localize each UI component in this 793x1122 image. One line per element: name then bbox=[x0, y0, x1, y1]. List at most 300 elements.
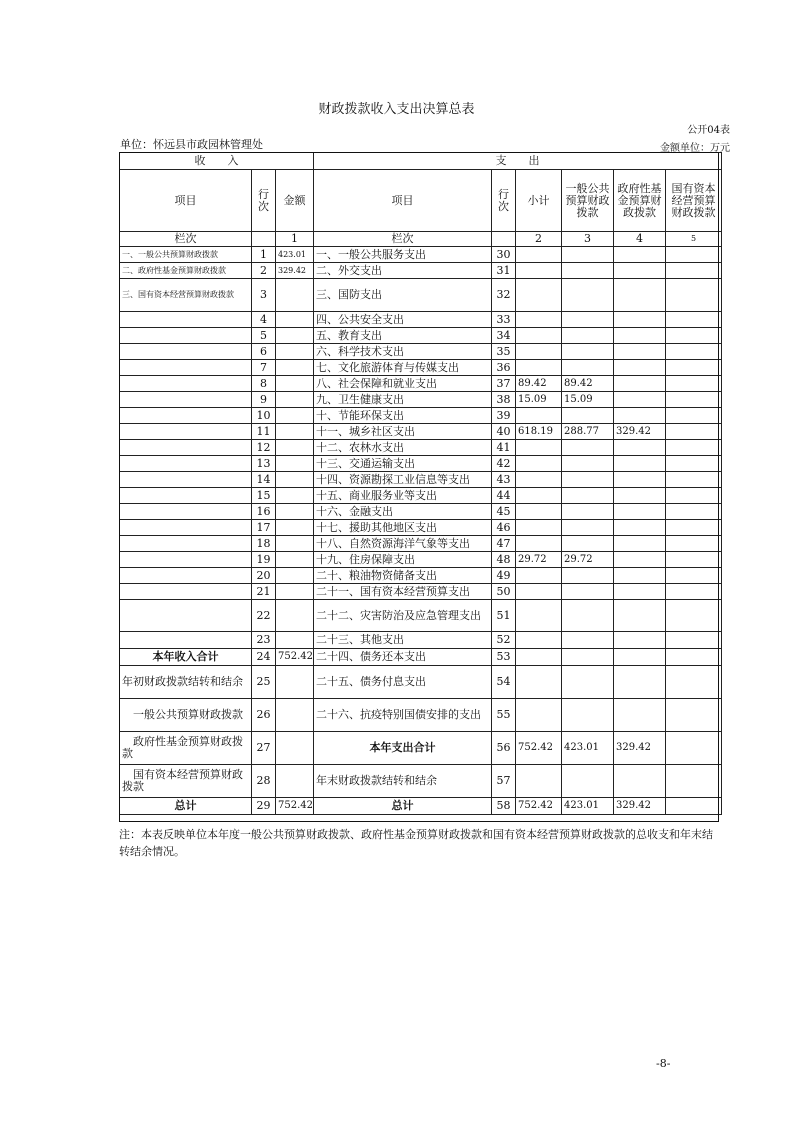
col-label-income: 栏次 bbox=[120, 232, 252, 247]
table-number: 公开04表 bbox=[687, 125, 730, 136]
general-budget-cell: 423.01 bbox=[562, 798, 614, 815]
expense-row-no-cell: 41 bbox=[492, 440, 516, 456]
expense-row-no-cell: 58 bbox=[492, 798, 516, 815]
subtotal-cell bbox=[516, 568, 562, 584]
table-row bbox=[120, 279, 722, 312]
income-row-no-cell: 9 bbox=[252, 392, 276, 408]
income-row-no-cell: 28 bbox=[252, 765, 276, 798]
general-budget-cell bbox=[562, 408, 614, 424]
col-label-expense: 栏次 bbox=[314, 232, 492, 247]
expense-row-no-cell: 39 bbox=[492, 408, 516, 424]
income-item-cell bbox=[120, 632, 252, 649]
income-item-cell bbox=[120, 344, 252, 360]
table-row bbox=[120, 649, 722, 666]
expense-row-no-cell: 45 bbox=[492, 504, 516, 520]
income-row-no-cell: 5 bbox=[252, 328, 276, 344]
state-capital-cell bbox=[666, 360, 722, 376]
general-budget-cell bbox=[562, 279, 614, 312]
income-row-no-cell: 4 bbox=[252, 312, 276, 328]
table-row bbox=[120, 312, 722, 328]
expense-row-no-cell: 49 bbox=[492, 568, 516, 584]
table-row bbox=[120, 440, 722, 456]
income-row-no-cell: 1 bbox=[252, 247, 276, 263]
col-4: 4 bbox=[614, 232, 666, 247]
state-capital-cell bbox=[666, 632, 722, 649]
expense-item-cell: 五、教育支出 bbox=[314, 328, 492, 344]
income-amount-cell bbox=[276, 666, 314, 699]
table-row bbox=[120, 263, 722, 279]
income-amount-cell bbox=[276, 568, 314, 584]
expense-item-cell: 十五、商业服务业等支出 bbox=[314, 488, 492, 504]
subtotal-cell: 89.42 bbox=[516, 376, 562, 392]
income-amount-cell bbox=[276, 424, 314, 440]
state-capital-cell bbox=[666, 536, 722, 552]
expense-item-cell: 十九、住房保障支出 bbox=[314, 552, 492, 568]
income-row-no-cell: 2 bbox=[252, 263, 276, 279]
income-row-no-cell: 8 bbox=[252, 376, 276, 392]
income-item-cell bbox=[120, 424, 252, 440]
income-item-cell bbox=[120, 568, 252, 584]
table-row bbox=[120, 584, 722, 600]
table-row bbox=[120, 699, 722, 732]
table-row bbox=[120, 376, 722, 392]
income-row-no-cell: 13 bbox=[252, 456, 276, 472]
table-row bbox=[120, 456, 722, 472]
subtotal-cell bbox=[516, 600, 562, 632]
income-amount-cell bbox=[276, 600, 314, 632]
expense-item-cell: 二十二、灾害防治及应急管理支出 bbox=[314, 600, 492, 632]
income-amount-cell bbox=[276, 488, 314, 504]
income-amount-cell bbox=[276, 632, 314, 649]
fund-budget-cell bbox=[614, 632, 666, 649]
income-row-no-cell: 12 bbox=[252, 440, 276, 456]
state-capital-cell bbox=[666, 279, 722, 312]
subtotal-cell bbox=[516, 632, 562, 649]
general-budget-header: 一般公共预算财政拨款 bbox=[562, 170, 614, 232]
state-capital-cell bbox=[666, 263, 722, 279]
income-item-cell: 总计 bbox=[120, 798, 252, 815]
income-item-cell bbox=[120, 504, 252, 520]
general-budget-cell bbox=[562, 536, 614, 552]
state-capital-cell bbox=[666, 520, 722, 536]
state-capital-cell bbox=[666, 328, 722, 344]
subtotal-cell bbox=[516, 360, 562, 376]
subtotal-cell bbox=[516, 536, 562, 552]
income-item-cell bbox=[120, 440, 252, 456]
income-row-no-header: 行次 bbox=[252, 170, 276, 232]
state-capital-cell bbox=[666, 456, 722, 472]
state-capital-cell bbox=[666, 600, 722, 632]
income-item-cell bbox=[120, 536, 252, 552]
income-row-no-cell: 22 bbox=[252, 600, 276, 632]
income-amount-cell bbox=[276, 440, 314, 456]
state-capital-cell bbox=[666, 247, 722, 263]
table-row bbox=[120, 328, 722, 344]
income-item-cell: 政府性基金预算财政拨款 bbox=[120, 732, 252, 765]
state-capital-cell bbox=[666, 584, 722, 600]
expense-row-no-cell: 40 bbox=[492, 424, 516, 440]
fund-budget-cell bbox=[614, 279, 666, 312]
page-title: 财政拨款收入支出决算总表 bbox=[318, 102, 475, 117]
state-capital-cell bbox=[666, 765, 722, 798]
fund-budget-cell bbox=[614, 649, 666, 666]
fund-budget-cell bbox=[614, 765, 666, 798]
expense-row-no-cell: 36 bbox=[492, 360, 516, 376]
income-item-cell bbox=[120, 376, 252, 392]
table-row bbox=[120, 632, 722, 649]
general-budget-cell bbox=[562, 504, 614, 520]
expense-row-no-cell: 32 bbox=[492, 279, 516, 312]
expense-item-cell: 二十三、其他支出 bbox=[314, 632, 492, 649]
expense-row-no-cell: 46 bbox=[492, 520, 516, 536]
income-amount-cell bbox=[276, 765, 314, 798]
fund-budget-cell bbox=[614, 263, 666, 279]
general-budget-cell bbox=[562, 440, 614, 456]
subtotal-cell bbox=[516, 344, 562, 360]
subtotal-cell: 752.42 bbox=[516, 732, 562, 765]
income-item-cell: 年初财政拨款结转和结余 bbox=[120, 666, 252, 699]
expense-row-no-cell: 53 bbox=[492, 649, 516, 666]
expense-item-cell: 本年支出合计 bbox=[314, 732, 492, 765]
expense-row-no-cell: 54 bbox=[492, 666, 516, 699]
income-item-cell bbox=[120, 328, 252, 344]
fund-budget-cell bbox=[614, 247, 666, 263]
expense-item-cell: 三、国防支出 bbox=[314, 279, 492, 312]
income-row-no-cell: 6 bbox=[252, 344, 276, 360]
subtotal-cell bbox=[516, 440, 562, 456]
general-budget-cell bbox=[562, 765, 614, 798]
subtotal-cell: 618.19 bbox=[516, 424, 562, 440]
fund-budget-cell bbox=[614, 536, 666, 552]
income-amount-cell bbox=[276, 699, 314, 732]
footnote: 注：本表反映单位本年度一般公共预算财政拨款、政府性基金预算财政拨款和国有资本经营预算财政拨款的总收支和年末结转结余情况。 bbox=[119, 828, 713, 858]
income-item-cell bbox=[120, 392, 252, 408]
expense-item-cell: 十二、农林水支出 bbox=[314, 440, 492, 456]
income-row-no-cell: 21 bbox=[252, 584, 276, 600]
expense-item-cell: 八、社会保障和就业支出 bbox=[314, 376, 492, 392]
general-budget-cell bbox=[562, 666, 614, 699]
expense-header: 支 出 bbox=[314, 153, 722, 170]
fund-budget-cell bbox=[614, 456, 666, 472]
subtotal-cell bbox=[516, 649, 562, 666]
state-capital-cell bbox=[666, 568, 722, 584]
fund-budget-cell bbox=[614, 504, 666, 520]
expense-item-cell: 总计 bbox=[314, 798, 492, 815]
income-item-cell bbox=[120, 408, 252, 424]
income-row-no-cell: 16 bbox=[252, 504, 276, 520]
table-row bbox=[120, 568, 722, 584]
general-budget-cell bbox=[562, 649, 614, 666]
state-capital-cell bbox=[666, 424, 722, 440]
state-capital-cell bbox=[666, 504, 722, 520]
expense-item-cell: 二、外交支出 bbox=[314, 263, 492, 279]
table-row bbox=[120, 536, 722, 552]
subtotal-cell: 752.42 bbox=[516, 798, 562, 815]
expense-item-cell: 二十、粮油物资储备支出 bbox=[314, 568, 492, 584]
general-budget-cell bbox=[562, 568, 614, 584]
subtotal-cell bbox=[516, 504, 562, 520]
expense-row-no-cell: 47 bbox=[492, 536, 516, 552]
subtotal-cell bbox=[516, 456, 562, 472]
expense-row-no-cell: 33 bbox=[492, 312, 516, 328]
budget-summary-table bbox=[119, 152, 722, 815]
subtotal-cell bbox=[516, 584, 562, 600]
fund-budget-cell bbox=[614, 408, 666, 424]
subtotal-cell bbox=[516, 699, 562, 732]
income-row-no-cell: 24 bbox=[252, 649, 276, 666]
income-amount-cell bbox=[276, 584, 314, 600]
income-item-cell bbox=[120, 472, 252, 488]
fund-budget-cell: 329.42 bbox=[614, 798, 666, 815]
income-amount-cell bbox=[276, 328, 314, 344]
income-header: 收 入 bbox=[120, 153, 314, 170]
expense-item-cell: 九、卫生健康支出 bbox=[314, 392, 492, 408]
income-amount-cell bbox=[276, 552, 314, 568]
expense-item-cell: 十七、援助其他地区支出 bbox=[314, 520, 492, 536]
income-row-no-cell: 11 bbox=[252, 424, 276, 440]
state-capital-cell bbox=[666, 732, 722, 765]
general-budget-cell bbox=[562, 472, 614, 488]
expense-item-cell: 二十五、债务付息支出 bbox=[314, 666, 492, 699]
expense-item-cell: 十四、资源勘探工业信息等支出 bbox=[314, 472, 492, 488]
expense-row-no-cell: 30 bbox=[492, 247, 516, 263]
state-capital-cell bbox=[666, 408, 722, 424]
subtotal-cell bbox=[516, 247, 562, 263]
fund-budget-cell bbox=[614, 584, 666, 600]
state-capital-cell bbox=[666, 649, 722, 666]
income-item-cell: 国有资本经营预算财政拨款 bbox=[120, 765, 252, 798]
expense-row-no-cell: 38 bbox=[492, 392, 516, 408]
income-row-no-cell: 17 bbox=[252, 520, 276, 536]
fund-budget-cell bbox=[614, 312, 666, 328]
expense-row-no-cell: 51 bbox=[492, 600, 516, 632]
state-capital-cell bbox=[666, 798, 722, 815]
income-amount-cell: 329.42 bbox=[276, 263, 314, 279]
income-item-header: 项目 bbox=[120, 170, 252, 232]
income-amount-header: 金额 bbox=[276, 170, 314, 232]
expense-row-no-cell: 35 bbox=[492, 344, 516, 360]
income-amount-cell bbox=[276, 732, 314, 765]
expense-item-cell: 十三、交通运输支出 bbox=[314, 456, 492, 472]
income-item-cell bbox=[120, 520, 252, 536]
general-budget-cell bbox=[562, 632, 614, 649]
income-row-no-cell: 10 bbox=[252, 408, 276, 424]
table-row bbox=[120, 600, 722, 632]
subtotal-cell bbox=[516, 408, 562, 424]
subtotal-cell bbox=[516, 312, 562, 328]
expense-row-no-cell: 57 bbox=[492, 765, 516, 798]
table-row bbox=[120, 472, 722, 488]
income-row-no-cell: 27 bbox=[252, 732, 276, 765]
table-row bbox=[120, 360, 722, 376]
expense-row-no-cell: 52 bbox=[492, 632, 516, 649]
income-item-cell: 本年收入合计 bbox=[120, 649, 252, 666]
income-row-no-cell: 7 bbox=[252, 360, 276, 376]
state-capital-cell bbox=[666, 392, 722, 408]
income-amount-cell bbox=[276, 312, 314, 328]
income-amount-cell: 752.42 bbox=[276, 798, 314, 815]
general-budget-cell: 423.01 bbox=[562, 732, 614, 765]
income-item-cell bbox=[120, 600, 252, 632]
income-amount-cell bbox=[276, 344, 314, 360]
subtotal-cell bbox=[516, 765, 562, 798]
subtotal-cell: 15.09 bbox=[516, 392, 562, 408]
fund-budget-cell bbox=[614, 328, 666, 344]
state-capital-cell bbox=[666, 472, 722, 488]
col-5: 5 bbox=[666, 232, 722, 247]
subtotal-header: 小计 bbox=[516, 170, 562, 232]
page-number: -8- bbox=[656, 1057, 671, 1070]
state-capital-cell bbox=[666, 488, 722, 504]
fund-budget-cell bbox=[614, 552, 666, 568]
expense-row-no-cell: 37 bbox=[492, 376, 516, 392]
subtotal-cell: 29.72 bbox=[516, 552, 562, 568]
table-row bbox=[120, 247, 722, 263]
income-row-no-cell: 25 bbox=[252, 666, 276, 699]
table-row bbox=[120, 344, 722, 360]
income-amount-cell bbox=[276, 279, 314, 312]
general-budget-cell bbox=[562, 344, 614, 360]
income-row-no-cell: 15 bbox=[252, 488, 276, 504]
general-budget-cell: 89.42 bbox=[562, 376, 614, 392]
expense-item-cell: 十六、金融支出 bbox=[314, 504, 492, 520]
income-row-no-cell: 3 bbox=[252, 279, 276, 312]
income-amount-cell bbox=[276, 392, 314, 408]
money-unit-label: 金额单位：万元 bbox=[660, 143, 730, 154]
expense-item-cell: 六、科学技术支出 bbox=[314, 344, 492, 360]
general-budget-cell: 29.72 bbox=[562, 552, 614, 568]
fund-budget-cell bbox=[614, 376, 666, 392]
state-capital-cell bbox=[666, 312, 722, 328]
income-amount-cell: 423.01 bbox=[276, 247, 314, 263]
expense-row-no-cell: 44 bbox=[492, 488, 516, 504]
income-amount-cell bbox=[276, 376, 314, 392]
table-row bbox=[120, 392, 722, 408]
income-row-no-cell: 18 bbox=[252, 536, 276, 552]
income-row-no-cell: 19 bbox=[252, 552, 276, 568]
table-row bbox=[120, 732, 722, 765]
table-row bbox=[120, 504, 722, 520]
income-amount-cell bbox=[276, 360, 314, 376]
income-row-no-cell: 14 bbox=[252, 472, 276, 488]
subtotal-cell bbox=[516, 488, 562, 504]
income-row-no-cell: 20 bbox=[252, 568, 276, 584]
general-budget-cell: 15.09 bbox=[562, 392, 614, 408]
fund-budget-cell bbox=[614, 440, 666, 456]
expense-item-cell: 七、文化旅游体育与传媒支出 bbox=[314, 360, 492, 376]
income-item-cell bbox=[120, 488, 252, 504]
general-budget-cell bbox=[562, 488, 614, 504]
subtotal-cell bbox=[516, 279, 562, 312]
expense-row-no-cell: 56 bbox=[492, 732, 516, 765]
subtotal-cell bbox=[516, 328, 562, 344]
income-amount-cell bbox=[276, 408, 314, 424]
income-item-cell bbox=[120, 456, 252, 472]
general-budget-cell bbox=[562, 312, 614, 328]
general-budget-cell bbox=[562, 520, 614, 536]
table-row bbox=[120, 798, 722, 815]
table-row bbox=[120, 408, 722, 424]
table-row bbox=[120, 520, 722, 536]
general-budget-cell bbox=[562, 584, 614, 600]
expense-item-cell: 一、一般公共服务支出 bbox=[314, 247, 492, 263]
income-amount-cell bbox=[276, 456, 314, 472]
income-item-cell bbox=[120, 360, 252, 376]
expense-row-no-cell: 34 bbox=[492, 328, 516, 344]
general-budget-cell bbox=[562, 456, 614, 472]
col-blank bbox=[252, 232, 276, 247]
subtotal-cell bbox=[516, 263, 562, 279]
fund-budget-cell bbox=[614, 392, 666, 408]
state-capital-cell bbox=[666, 666, 722, 699]
income-item-cell: 一、一般公共预算财政拨款 bbox=[120, 247, 252, 263]
subtotal-cell bbox=[516, 472, 562, 488]
expense-row-no-cell: 43 bbox=[492, 472, 516, 488]
fund-budget-cell bbox=[614, 472, 666, 488]
income-amount-cell: 752.42 bbox=[276, 649, 314, 666]
state-capital-cell bbox=[666, 440, 722, 456]
col-3: 3 bbox=[562, 232, 614, 247]
income-item-cell: 三、国有资本经营预算财政拨款 bbox=[120, 279, 252, 312]
table-row bbox=[120, 765, 722, 798]
table-row bbox=[120, 666, 722, 699]
expense-item-cell: 十八、自然资源海洋气象等支出 bbox=[314, 536, 492, 552]
income-row-no-cell: 26 bbox=[252, 699, 276, 732]
fund-budget-cell bbox=[614, 488, 666, 504]
general-budget-cell bbox=[562, 263, 614, 279]
table-row bbox=[120, 424, 722, 440]
col-1: 1 bbox=[276, 232, 314, 247]
income-amount-cell bbox=[276, 520, 314, 536]
fund-budget-cell bbox=[614, 360, 666, 376]
income-amount-cell bbox=[276, 504, 314, 520]
subtotal-cell bbox=[516, 666, 562, 699]
state-capital-cell bbox=[666, 376, 722, 392]
fund-budget-cell bbox=[614, 520, 666, 536]
state-capital-cell bbox=[666, 699, 722, 732]
income-item-cell bbox=[120, 584, 252, 600]
expense-row-no-cell: 42 bbox=[492, 456, 516, 472]
expense-row-no-cell: 31 bbox=[492, 263, 516, 279]
general-budget-cell bbox=[562, 600, 614, 632]
income-item-cell: 一般公共预算财政拨款 bbox=[120, 699, 252, 732]
general-budget-cell bbox=[562, 699, 614, 732]
state-capital-header: 国有资本经营预算财政拨款 bbox=[666, 170, 722, 232]
general-budget-cell bbox=[562, 328, 614, 344]
col-blank bbox=[492, 232, 516, 247]
general-budget-cell bbox=[562, 360, 614, 376]
income-row-no-cell: 23 bbox=[252, 632, 276, 649]
state-capital-cell bbox=[666, 552, 722, 568]
state-capital-cell bbox=[666, 344, 722, 360]
expense-item-cell: 二十六、抗疫特别国债安排的支出 bbox=[314, 699, 492, 732]
fund-budget-cell bbox=[614, 699, 666, 732]
expense-item-cell: 二十一、国有资本经营预算支出 bbox=[314, 584, 492, 600]
fund-budget-cell: 329.42 bbox=[614, 732, 666, 765]
expense-row-no-header: 行次 bbox=[492, 170, 516, 232]
expense-item-cell: 年末财政拨款结转和结余 bbox=[314, 765, 492, 798]
income-item-cell bbox=[120, 552, 252, 568]
unit-label: 单位：怀远县市政园林管理处 bbox=[120, 138, 263, 151]
expense-item-header: 项目 bbox=[314, 170, 492, 232]
income-item-cell bbox=[120, 312, 252, 328]
expense-row-no-cell: 48 bbox=[492, 552, 516, 568]
expense-row-no-cell: 50 bbox=[492, 584, 516, 600]
fund-budget-cell bbox=[614, 666, 666, 699]
income-amount-cell bbox=[276, 536, 314, 552]
general-budget-cell: 288.77 bbox=[562, 424, 614, 440]
income-item-cell: 二、政府性基金预算财政拨款 bbox=[120, 263, 252, 279]
